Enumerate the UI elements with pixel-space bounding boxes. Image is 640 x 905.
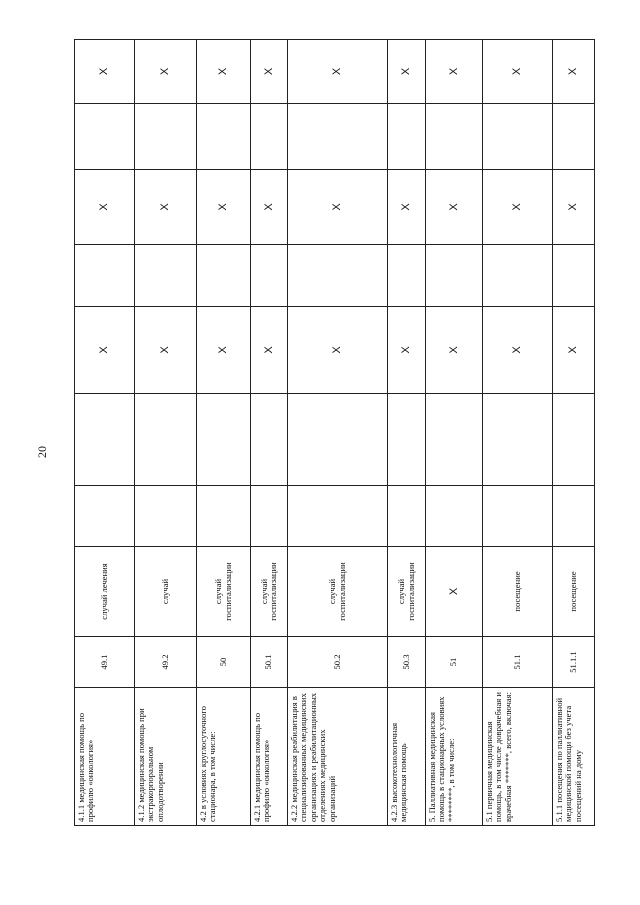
table-row [426, 40, 483, 826]
table-row [288, 40, 388, 826]
row-code: 50.3 [388, 637, 426, 688]
cell-col6: X [197, 307, 251, 394]
cell-col7 [75, 245, 135, 307]
cell-col10: X [288, 40, 388, 104]
cell-col9 [135, 104, 197, 170]
row-code: 50.1 [251, 637, 288, 688]
row-name: 5.1.1 посещения по паллиативной медицинской помощи без учета посещений на дому [553, 688, 595, 826]
cell-col7 [553, 245, 595, 307]
cell-col8: X [75, 170, 135, 245]
table-row [388, 40, 426, 826]
row-code: 49.1 [75, 637, 135, 688]
cell-col5 [135, 394, 197, 486]
cell-col6: X [135, 307, 197, 394]
row-unit: случай лечения [75, 547, 135, 637]
cell-col9 [388, 104, 426, 170]
cell-col4 [483, 486, 553, 547]
cell-col4 [197, 486, 251, 547]
cell-col8: X [426, 170, 483, 245]
cell-col8: X [251, 170, 288, 245]
table-row [75, 40, 135, 826]
table-row [197, 40, 251, 826]
cell-col6: X [288, 307, 388, 394]
cell-col4 [553, 486, 595, 547]
row-unit: случай госпитализации [388, 547, 426, 637]
cell-col5 [197, 394, 251, 486]
cell-col7 [135, 245, 197, 307]
cell-col5 [75, 394, 135, 486]
table-row [553, 40, 595, 826]
cell-col9 [288, 104, 388, 170]
cell-col10: X [75, 40, 135, 104]
row-name: 5.1 первичная медицинская помощь, в том числе доврачебная и врачебная *******, всего, включая: [483, 688, 553, 826]
indicators-table [74, 39, 595, 826]
row-unit: случай госпитализации [251, 547, 288, 637]
cell-col9 [483, 104, 553, 170]
cell-col9 [426, 104, 483, 170]
cell-col8: X [288, 170, 388, 245]
cell-col6: X [75, 307, 135, 394]
cell-col7 [251, 245, 288, 307]
cell-col6: X [251, 307, 288, 394]
cell-col10: X [426, 40, 483, 104]
row-code: 49.2 [135, 637, 197, 688]
cell-col6: X [553, 307, 595, 394]
row-unit: посещение [483, 547, 553, 637]
row-code: 51.1.1 [553, 637, 595, 688]
row-code: 50.2 [288, 637, 388, 688]
row-code: 50 [197, 637, 251, 688]
row-unit: случай госпитализации [197, 547, 251, 637]
cell-col5 [553, 394, 595, 486]
cell-col8: X [135, 170, 197, 245]
row-code: 51 [426, 637, 483, 688]
cell-col10: X [483, 40, 553, 104]
cell-col7 [483, 245, 553, 307]
row-unit: X [426, 547, 483, 637]
row-name: 5. Паллиативная медицинская помощь в стационарных условиях ********, в том числе: [426, 688, 483, 826]
cell-col8: X [197, 170, 251, 245]
table-row [251, 40, 288, 826]
cell-col8: X [388, 170, 426, 245]
cell-col8: X [553, 170, 595, 245]
cell-col5 [288, 394, 388, 486]
table-row [135, 40, 197, 826]
cell-col5 [388, 394, 426, 486]
row-unit: случай госпитализации [288, 547, 388, 637]
cell-col10: X [388, 40, 426, 104]
cell-col5 [483, 394, 553, 486]
page-number: 20 [35, 446, 49, 458]
row-name: 4.2 в условиях круглосуточного стационара, в том числе: [197, 688, 251, 826]
cell-col4 [251, 486, 288, 547]
cell-col4 [426, 486, 483, 547]
cell-col5 [426, 394, 483, 486]
row-unit: случай [135, 547, 197, 637]
row-name: 4.2.3 высокотехнологичная медицинская помощь [388, 688, 426, 826]
cell-col10: X [135, 40, 197, 104]
cell-col8: X [483, 170, 553, 245]
cell-col10: X [197, 40, 251, 104]
cell-col4 [135, 486, 197, 547]
cell-col9 [197, 104, 251, 170]
row-code: 51.1 [483, 637, 553, 688]
cell-col4 [388, 486, 426, 547]
row-name: 4.1.2 медицинская помощь при экстракорпоральном оплодотворении [135, 688, 197, 826]
rotated-table-container [74, 41, 594, 826]
cell-col10: X [251, 40, 288, 104]
row-unit: посещение [553, 547, 595, 637]
row-name: 4.1.1 медицинская помощь по профилю «онкология» [75, 688, 135, 826]
row-name: 4.2.2 медицинская реабилитация в специализированных медицинских организациях и реабилитационных отделениях медицинских организаций [288, 688, 388, 826]
cell-col7 [288, 245, 388, 307]
cell-col5 [251, 394, 288, 486]
cell-col6: X [483, 307, 553, 394]
cell-col6: X [388, 307, 426, 394]
cell-col7 [388, 245, 426, 307]
cell-col6: X [426, 307, 483, 394]
cell-col7 [426, 245, 483, 307]
cell-col9 [553, 104, 595, 170]
cell-col4 [75, 486, 135, 547]
cell-col9 [251, 104, 288, 170]
table-row [483, 40, 553, 826]
cell-col9 [75, 104, 135, 170]
cell-col7 [197, 245, 251, 307]
cell-col4 [288, 486, 388, 547]
cell-col10: X [553, 40, 595, 104]
row-name: 4.2.1 медицинская помощь по профилю «онкология» [251, 688, 288, 826]
